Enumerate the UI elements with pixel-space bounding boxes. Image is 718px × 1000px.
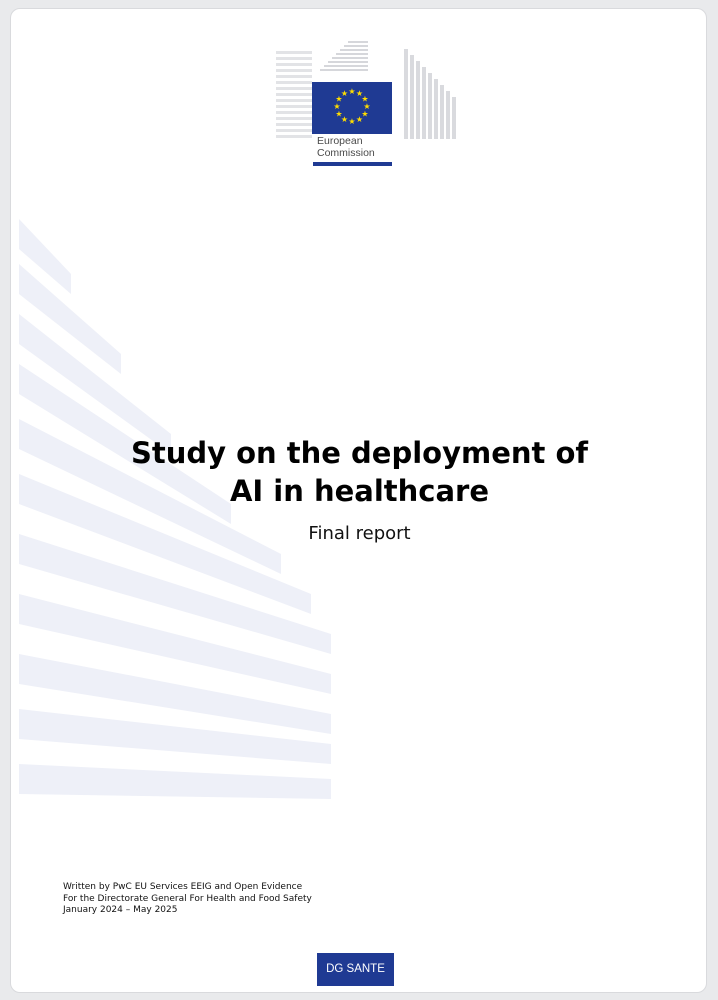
svg-text:★: ★	[333, 102, 341, 111]
svg-text:★: ★	[363, 102, 371, 111]
report-cover-page	[10, 8, 707, 993]
svg-text:★: ★	[361, 94, 369, 104]
svg-text:★: ★	[361, 109, 369, 119]
svg-text:★: ★	[335, 94, 343, 104]
directorate-line: For the Directorate General For Health and Food Safety	[63, 893, 312, 904]
svg-text:★: ★	[335, 109, 343, 119]
logo-text-commission: Commission	[317, 147, 375, 159]
svg-text:★: ★	[348, 87, 356, 96]
svg-text:★: ★	[355, 89, 364, 98]
svg-text:★: ★	[348, 117, 356, 126]
logo-caption	[317, 135, 407, 159]
authorship-block	[63, 882, 563, 917]
report-subtitle: Final report	[308, 523, 411, 544]
date-range-line: January 2024 – May 2025	[63, 905, 178, 915]
report-title	[11, 434, 707, 510]
logo-underline	[313, 162, 392, 166]
report-title-line-2: AI in healthcare	[229, 474, 490, 508]
dg-sante-badge: DG SANTE	[317, 953, 394, 986]
logo-text-european: European	[317, 135, 363, 147]
svg-text:★: ★	[340, 89, 349, 98]
report-title-line-1: Study on the deployment of	[130, 436, 589, 470]
svg-text:★: ★	[340, 115, 349, 124]
svg-text:★: ★	[355, 115, 364, 124]
authors-line: Written by PwC EU Services EEIG and Open Evidence	[63, 882, 303, 892]
decorative-swoosh	[11, 214, 371, 814]
